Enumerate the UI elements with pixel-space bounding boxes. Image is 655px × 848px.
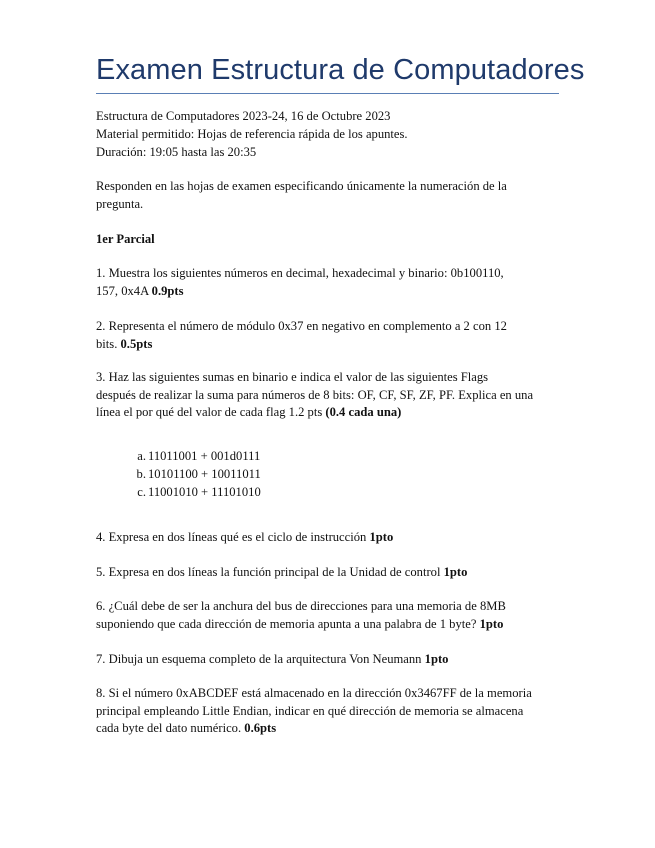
sum-item-b-label: b.: [136, 467, 146, 481]
sum-item-c-label: c.: [137, 485, 146, 499]
question-4-points: 1pto: [369, 530, 394, 544]
question-4: [96, 529, 560, 547]
question-1-line2: 157, 0x4A: [96, 283, 152, 298]
sum-item-b: [134, 466, 261, 484]
question-1-points: 0.9pts: [151, 283, 184, 298]
question-8-line3: cada byte del dato numérico.: [96, 721, 245, 736]
question-1: [96, 265, 560, 300]
instructions-line2: pregunta.: [96, 196, 144, 211]
question-3-line2: después de realizar la suma para números de 8 bits: OF, CF, SF, ZF, PF. Explica en una: [96, 387, 534, 402]
allowed-material: Material permitido: Hojas de referencia rápida de los apuntes.: [96, 127, 408, 141]
sum-item-a: [134, 448, 260, 466]
question-6-points: 1pto: [479, 616, 504, 631]
question-2: [96, 318, 560, 353]
question-5-text: 5. Expresa en dos líneas la función principal de la Unidad de control: [96, 565, 444, 579]
question-8-line2: principal empleando Little Endian, indicar en qué dirección de memoria se almacena: [96, 703, 524, 718]
question-3-points: (0.4 cada una): [325, 405, 402, 420]
instructions-line1: Responden en las hojas de examen especificando únicamente la numeración de la: [96, 179, 507, 193]
section-title: [96, 231, 560, 249]
question-5-points: 1pto: [443, 565, 468, 579]
sum-item-a-label: a.: [137, 449, 146, 463]
question-3-line1: 3. Haz las siguientes sumas en binario e indica el valor de las siguientes Flags: [96, 370, 489, 384]
question-6: [96, 598, 560, 633]
question-8-line1: 8. Si el número 0xABCDEF está almacenado en la dirección 0x3467FF de la memoria: [96, 686, 532, 700]
sum-item-c: [134, 484, 261, 502]
question-4-text: 4. Expresa en dos líneas qué es el ciclo de instrucción: [96, 530, 370, 544]
question-3: [96, 369, 560, 422]
question-2-line2: bits.: [96, 336, 121, 351]
question-7-text: 7. Dibuja un esquema completo de la arquitectura Von Neumann: [96, 652, 425, 666]
sum-item-b-text: 10101100 + 10011011: [148, 467, 261, 481]
question-3-line3: línea el por qué del valor de cada flag 1.2 pts: [96, 405, 326, 420]
instructions: [96, 178, 560, 213]
question-8-points: 0.6pts: [244, 721, 277, 736]
question-1-line1: 1. Muestra los siguientes números en decimal, hexadecimal y binario: 0b100110,: [96, 266, 504, 280]
question-2-points: 0.5pts: [120, 336, 153, 351]
title-underline: [96, 93, 559, 94]
question-2-line1: 2. Representa el número de módulo 0x37 en negativo en complemento a 2 con 12: [96, 319, 507, 333]
sum-item-a-text: 11011001 + 001d0111: [148, 449, 261, 463]
section-title-text: 1er Parcial: [96, 232, 155, 246]
question-7: [96, 651, 560, 669]
course-info: Estructura de Computadores 2023-24, 16 de Octubre 2023: [96, 109, 391, 123]
sum-item-c-text: 11001010 + 11101010: [148, 485, 261, 499]
question-8: [96, 685, 560, 738]
document-title: Examen Estructura de Computadores: [96, 54, 585, 86]
duration: Duración: 19:05 hasta las 20:35: [96, 145, 257, 159]
question-7-points: 1pto: [424, 652, 449, 666]
question-6-line1: 6. ¿Cuál debe de ser la anchura del bus de direcciones para una memoria de 8MB: [96, 599, 506, 613]
question-5: [96, 564, 560, 582]
question-6-line2: suponiendo que cada dirección de memoria apunta a una palabra de 1 byte?: [96, 616, 480, 631]
